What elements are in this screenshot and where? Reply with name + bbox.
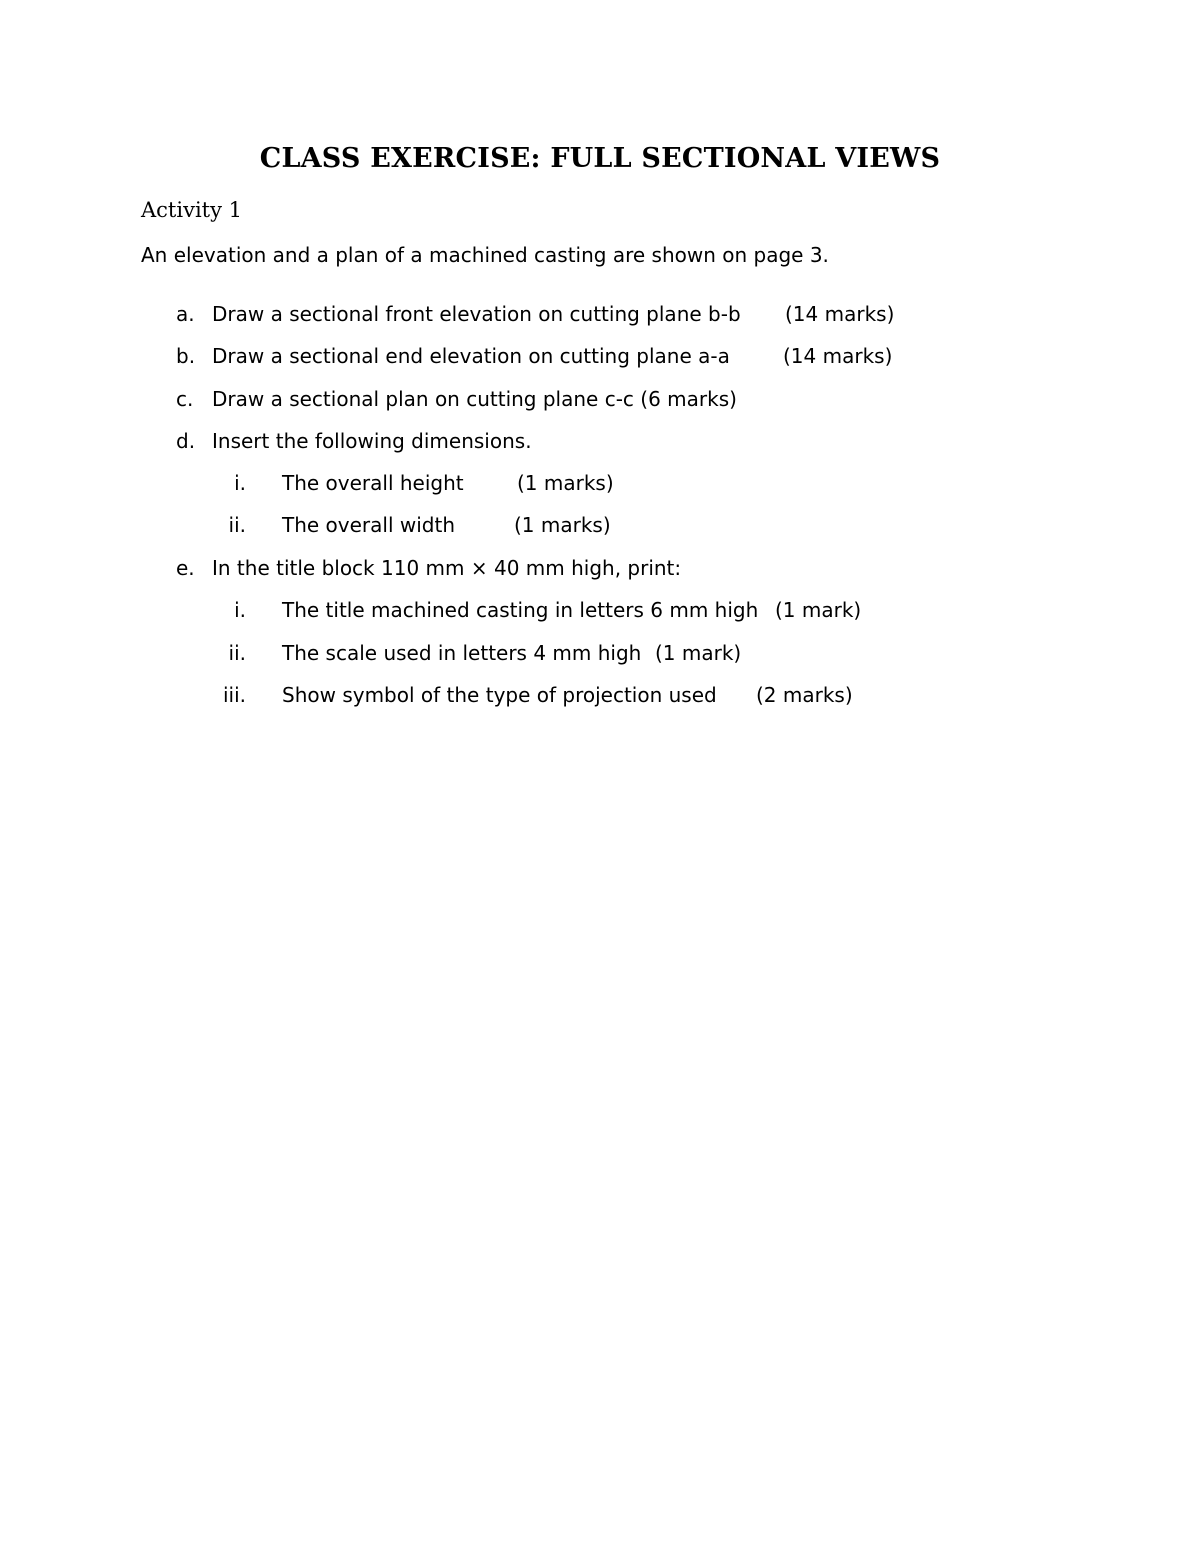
list-marker: e. [176, 556, 195, 580]
list-item-text: In the title block 110 mm × 40 mm high, print: [212, 556, 682, 580]
sub-list-item-text: The scale used in letters 4 mm high [282, 641, 642, 665]
sub-list-item-text: The overall height [282, 471, 464, 495]
activity-heading: Activity 1 [141, 198, 243, 222]
list-marker: d. [176, 429, 196, 453]
marks-label: (1 mark) [775, 598, 862, 622]
marks-label: (14 marks) [783, 344, 893, 368]
marks-label: (14 marks) [785, 302, 895, 326]
list-item [176, 344, 936, 372]
marks-label: (2 marks) [756, 683, 853, 707]
list-marker: c. [176, 387, 194, 411]
marks-label: (1 marks) [517, 471, 614, 495]
sub-list-item: i. The overall height (1 marks) [234, 471, 614, 495]
sub-list-item-text: The overall width [282, 513, 456, 537]
sub-list-item: i. The title machined casting in letters 6 mm high (1 mark) [234, 598, 862, 622]
sub-list-item: iii. Show symbol of the type of projection used (2 marks) [222, 683, 853, 707]
list-item-text: Draw a sectional end elevation on cutting plane a-a [212, 344, 730, 368]
list-marker: b. [176, 344, 196, 368]
list-item [176, 387, 936, 415]
list-item-text: Insert the following dimensions. [212, 429, 532, 453]
list-item-text: Draw a sectional front elevation on cutting plane b-b [212, 302, 741, 326]
list-item-text: Draw a sectional plan on cutting plane c-c (6 marks) [212, 387, 737, 411]
marks-label: (1 mark) [655, 641, 742, 665]
list-item [176, 302, 936, 330]
list-item [176, 556, 936, 584]
sub-list-item: ii. The overall width (1 marks) [228, 513, 611, 537]
intro-paragraph: An elevation and a plan of a machined casting are shown on page 3. [141, 243, 829, 267]
sub-list-item-text: The title machined casting in letters 6 mm high [282, 598, 759, 622]
sub-list-item: ii. The scale used in letters 4 mm high (1 mark) [228, 641, 742, 665]
list-item [176, 429, 936, 457]
sub-list-item-text: Show symbol of the type of projection used [282, 683, 717, 707]
marks-label: (1 marks) [514, 513, 611, 537]
page-title: CLASS EXERCISE: FULL SECTIONAL VIEWS [259, 143, 941, 174]
list-marker: a. [176, 302, 195, 326]
